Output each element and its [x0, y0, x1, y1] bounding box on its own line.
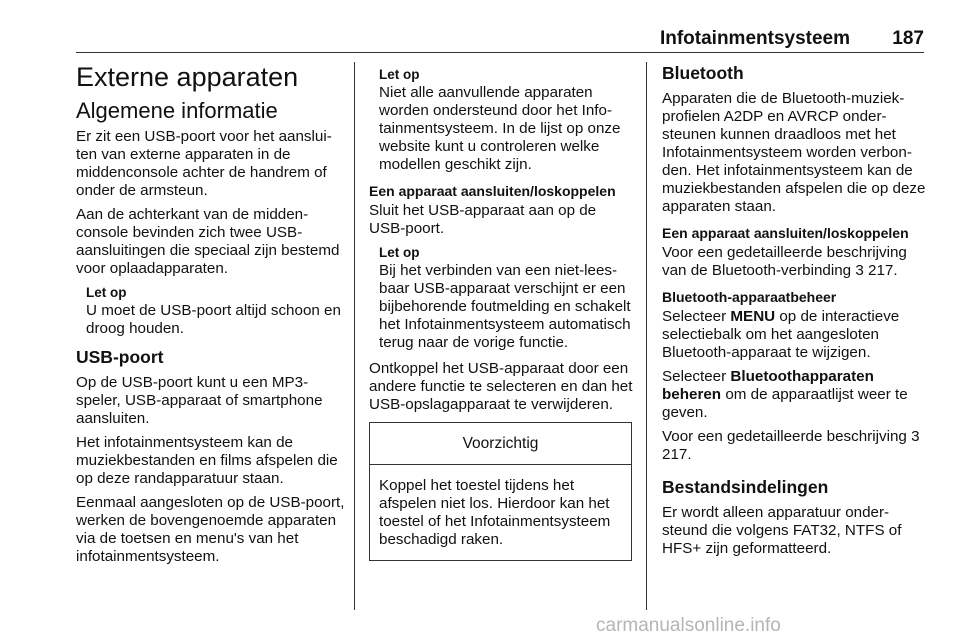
paragraph-text: Selecteer: [662, 308, 727, 325]
note-title: Let op: [86, 285, 127, 300]
menu-label: MENU: [730, 308, 776, 325]
paragraph: [662, 368, 928, 422]
paragraph-text: Selecteer: [662, 368, 727, 385]
watermark: carmanualsonline.info: [596, 615, 781, 636]
menu-label: Bluetoothapparaten beheren: [662, 368, 874, 403]
page-reference: 3 217.: [662, 428, 920, 463]
note-text: U moet de USB-poort altijd schoon en droog houden.: [86, 302, 341, 337]
subheading: Bluetooth-apparaatbeheer: [662, 289, 837, 305]
paragraph-text: Voor een gedetailleerde beschrijving van de Bluetooth-verbinding: [662, 244, 907, 279]
paragraph: Op de USB-poort kunt u een MP3-speler, USB-apparaat of smartphone aansluiten.: [76, 374, 323, 427]
page-header: [76, 28, 924, 53]
paragraph-text: op de interactieve selectiebalk om het aangesloten Bluetooth-apparaat te wijzigen.: [662, 308, 900, 361]
paragraph-text: om de apparaatlijst weer te geven.: [662, 386, 908, 421]
note: [86, 284, 346, 338]
paragraph: Sluit het USB-apparaat aan op de USB-poort.: [369, 202, 597, 237]
section-title: Externe apparaten: [76, 62, 299, 92]
paragraph: Er wordt alleen apparatuur ondersteund die volgens FAT32, NTFS of HFS+ zijn geformatteerd.: [662, 504, 902, 557]
paragraph: [662, 244, 928, 280]
heading-usb-poort: USB-poort: [76, 347, 164, 367]
column-1: [76, 62, 346, 572]
note: [379, 66, 633, 174]
caution-title: Voorzichtig: [370, 423, 631, 465]
column-divider: [646, 62, 647, 610]
page-reference: 3 217.: [855, 262, 898, 279]
note-text: Niet alle aanvullende apparaten worden ondersteund door het Infotainmentsysteem. In de lijst op onze website kunt u controleren welke modellen geschikt zijn.: [379, 84, 621, 173]
paragraph: Ontkoppel het USB-apparaat door een andere functie te selecteren en dan het USB-opslagapparaat te verwijderen.: [369, 360, 633, 413]
header-title: Infotainmentsysteem: [659, 28, 850, 49]
heading-bluetooth: Bluetooth: [662, 63, 744, 83]
paragraph: Apparaten die de Bluetooth-muziekprofielen A2DP en AVRCP ondersteunen kunnen draadloos met het Infotainmentsysteem worden verbonden. Het infotainmentsysteem kan de muziekbestanden afspelen die op deze apparaten staan.: [662, 90, 926, 215]
paragraph: Aan de achterkant van de middenconsole bevinden zich twee USB-aansluitingen die speciaal zijn bestemd voor oplaadapparaten.: [76, 206, 340, 277]
paragraph: Er zit een USB-poort voor het aansluiten van externe apparaten in de middenconsole achter de handrem of onder de armsteun.: [76, 128, 332, 199]
heading-bestandsindelingen: Bestandsindelingen: [662, 477, 829, 497]
paragraph: Het infotainmentsysteem kan de muziekbestanden en films afspelen die op deze randapparatuur staan.: [76, 434, 338, 487]
subheading: Een apparaat aansluiten/loskoppelen: [662, 225, 909, 241]
paragraph: [662, 308, 928, 362]
page-number: 187: [892, 28, 924, 49]
paragraph: [662, 428, 928, 464]
note-title: Let op: [379, 67, 420, 82]
caution-box: [369, 422, 632, 561]
column-3: [662, 62, 928, 564]
column-2: [369, 62, 633, 561]
note-text: Bij het verbinden van een niet-leesbaar USB-apparaat verschijnt er een bijbehorende foutmelding en schakelt het Infotainmentsysteem automatisch terug naar de vorige functie.: [379, 262, 631, 351]
paragraph-text: Voor een gedetailleerde beschrijving: [662, 428, 907, 445]
note-title: Let op: [379, 245, 420, 260]
subheading: Een apparaat aansluiten/loskoppelen: [369, 183, 616, 199]
paragraph: Eenmaal aangesloten op de USB-poort, werken de bovengenoemde apparaten via de toetsen en menu's van het infotainmentsysteem.: [76, 494, 345, 565]
note: [379, 244, 633, 352]
column-divider: [354, 62, 355, 610]
subsection-title: Algemene informatie: [76, 98, 278, 123]
caution-text: Koppel het toestel tijdens het afspelen niet los. Hierdoor kan het toestel of het Infotainmentsysteem beschadigd raken.: [379, 477, 611, 548]
